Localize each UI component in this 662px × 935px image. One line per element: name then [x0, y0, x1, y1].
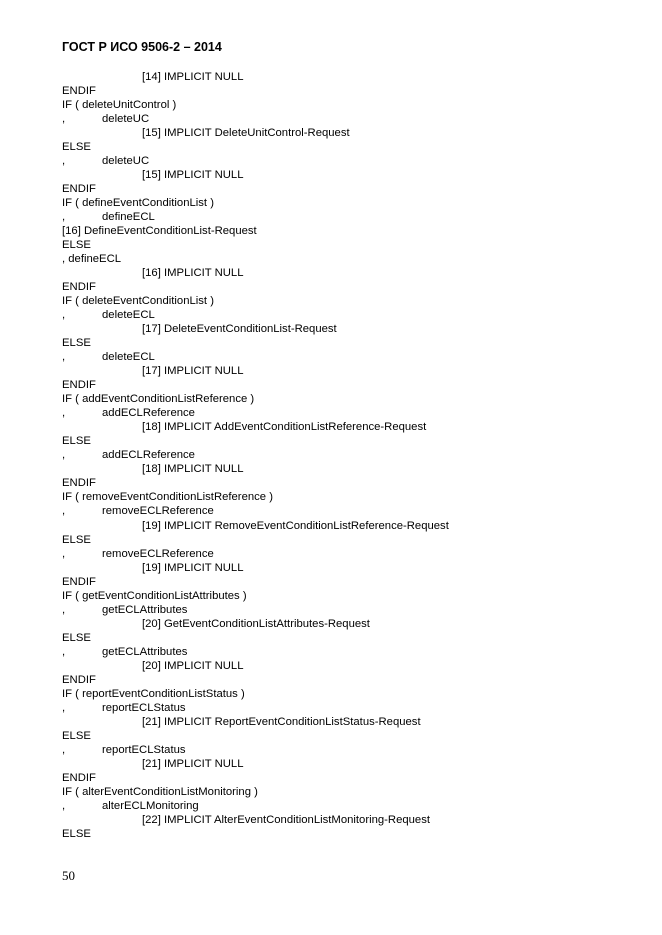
line-text: reportECLStatus: [102, 743, 186, 756]
code-line: [0, 673, 662, 687]
line-comma: ,: [62, 743, 66, 756]
code-line: [0, 462, 662, 476]
code-line: [0, 336, 662, 350]
line-text: ENDIF: [62, 85, 96, 98]
line-text: ELSE: [62, 729, 91, 742]
code-line: [0, 701, 662, 715]
line-text: [17] IMPLICIT NULL: [142, 365, 244, 378]
code-line: [0, 364, 662, 378]
line-text: ELSE: [62, 239, 91, 252]
line-text: getECLAttributes: [102, 603, 188, 616]
line-text: IF ( deleteEventConditionList ): [62, 295, 214, 308]
line-comma: ,: [62, 603, 66, 616]
code-line: [0, 757, 662, 771]
code-line: [0, 294, 662, 308]
code-line: [0, 785, 662, 799]
code-line: [0, 252, 662, 266]
line-comma: ,: [62, 547, 66, 560]
line-comma: ,: [62, 113, 66, 126]
line-comma: ,: [62, 645, 66, 658]
code-line: [0, 70, 662, 84]
code-line: [0, 715, 662, 729]
line-text: addECLReference: [102, 449, 195, 462]
line-text: ENDIF: [62, 673, 96, 686]
code-line: [0, 631, 662, 645]
line-comma: ,: [62, 407, 66, 420]
line-text: [21] IMPLICIT ReportEventConditionListStatus-Request: [142, 715, 421, 728]
code-line: [0, 154, 662, 168]
line-comma: ,: [62, 701, 66, 714]
code-line: [0, 729, 662, 743]
code-line: [0, 547, 662, 561]
code-line: [0, 224, 662, 238]
code-line: [0, 266, 662, 280]
line-text: ELSE: [62, 533, 91, 546]
line-comma: ,: [62, 505, 66, 518]
line-text: [17] DeleteEventConditionList-Request: [142, 323, 337, 336]
line-text: ENDIF: [62, 771, 96, 784]
line-text: [15] IMPLICIT DeleteUnitControl-Request: [142, 127, 350, 140]
line-text: ELSE: [62, 827, 91, 840]
code-line: [0, 182, 662, 196]
line-comma: ,: [62, 211, 66, 224]
line-text: alterECLMonitoring: [102, 799, 199, 812]
line-comma: ,: [62, 351, 66, 364]
line-text: [18] IMPLICIT NULL: [142, 463, 244, 476]
code-line: [0, 827, 662, 841]
code-line: [0, 168, 662, 182]
code-line: [0, 140, 662, 154]
line-text: deleteECL: [102, 351, 155, 364]
code-line: [0, 813, 662, 827]
line-text: ELSE: [62, 631, 91, 644]
code-line: [0, 392, 662, 406]
line-text: ENDIF: [62, 379, 96, 392]
code-line: [0, 350, 662, 364]
line-text: [20] GetEventConditionListAttributes-Request: [142, 617, 370, 630]
code-line: [0, 406, 662, 420]
line-text: IF ( defineEventConditionList ): [62, 197, 214, 210]
line-text: [16] IMPLICIT NULL: [142, 267, 244, 280]
line-text: deleteUC: [102, 113, 150, 126]
line-comma: ,: [62, 155, 66, 168]
code-line: [0, 504, 662, 518]
line-text: IF ( alterEventConditionListMonitoring ): [62, 785, 258, 798]
code-line: [0, 645, 662, 659]
code-line: [0, 533, 662, 547]
line-text: IF ( addEventConditionListReference ): [62, 393, 255, 406]
line-text: removeECLReference: [102, 547, 214, 560]
code-line: [0, 126, 662, 140]
line-text: deleteUC: [102, 155, 150, 168]
code-line: [0, 617, 662, 631]
line-text: [19] IMPLICIT NULL: [142, 561, 244, 574]
line-text: IF ( removeEventConditionListReference ): [62, 491, 273, 504]
code-line: [0, 196, 662, 210]
code-line: [0, 448, 662, 462]
code-line: [0, 771, 662, 785]
code-line: [0, 322, 662, 336]
line-text: IF ( getEventConditionListAttributes ): [62, 589, 247, 602]
code-line: [0, 308, 662, 322]
code-line: [0, 476, 662, 490]
line-text: ELSE: [62, 337, 91, 350]
line-text: IF ( reportEventConditionListStatus ): [62, 687, 245, 700]
code-line: [0, 490, 662, 504]
code-line: [0, 519, 662, 533]
code-line: [0, 378, 662, 392]
line-text: defineECL: [102, 211, 155, 224]
line-text: IF ( deleteUnitControl ): [62, 99, 177, 112]
code-line: [0, 98, 662, 112]
line-text: ENDIF: [62, 183, 96, 196]
line-text: ENDIF: [62, 281, 96, 294]
line-text: removeECLReference: [102, 505, 214, 518]
asn1-code-block: [0, 70, 662, 841]
line-text: ENDIF: [62, 477, 96, 490]
code-line: [0, 603, 662, 617]
code-line: [0, 238, 662, 252]
code-line: [0, 210, 662, 224]
line-text: [18] IMPLICIT AddEventConditionListReference-Request: [142, 421, 427, 434]
line-comma: ,: [62, 449, 66, 462]
code-line: [0, 687, 662, 701]
page-number: 50: [62, 868, 75, 883]
line-text: [14] IMPLICIT NULL: [142, 71, 244, 83]
line-text: deleteECL: [102, 309, 155, 322]
line-text: ELSE: [62, 141, 91, 154]
code-line: [0, 659, 662, 673]
line-text: reportECLStatus: [102, 701, 186, 714]
code-line: [0, 112, 662, 126]
code-line: [0, 743, 662, 757]
line-text: [22] IMPLICIT AlterEventConditionListMonitoring-Request: [142, 813, 431, 826]
line-text: [16] DefineEventConditionList-Request: [62, 225, 257, 238]
code-line: [0, 799, 662, 813]
line-comma: ,: [62, 799, 66, 812]
code-line: [0, 280, 662, 294]
code-line: [0, 575, 662, 589]
line-text: [15] IMPLICIT NULL: [142, 169, 244, 182]
line-text: [19] IMPLICIT RemoveEventConditionListReference-Request: [142, 519, 449, 532]
line-comma: ,: [62, 309, 66, 322]
code-line: [0, 561, 662, 575]
line-text: [21] IMPLICIT NULL: [142, 757, 244, 770]
line-text: addECLReference: [102, 407, 195, 420]
line-text: [20] IMPLICIT NULL: [142, 659, 244, 672]
line-text: , defineECL: [62, 253, 122, 266]
document-header: ГОСТ Р ИСО 9506-2 – 2014: [62, 40, 222, 54]
line-text: getECLAttributes: [102, 645, 188, 658]
code-line: [0, 84, 662, 98]
code-line: [0, 589, 662, 603]
line-text: ELSE: [62, 435, 91, 448]
line-text: ENDIF: [62, 575, 96, 588]
code-line: [0, 434, 662, 448]
code-line: [0, 420, 662, 434]
